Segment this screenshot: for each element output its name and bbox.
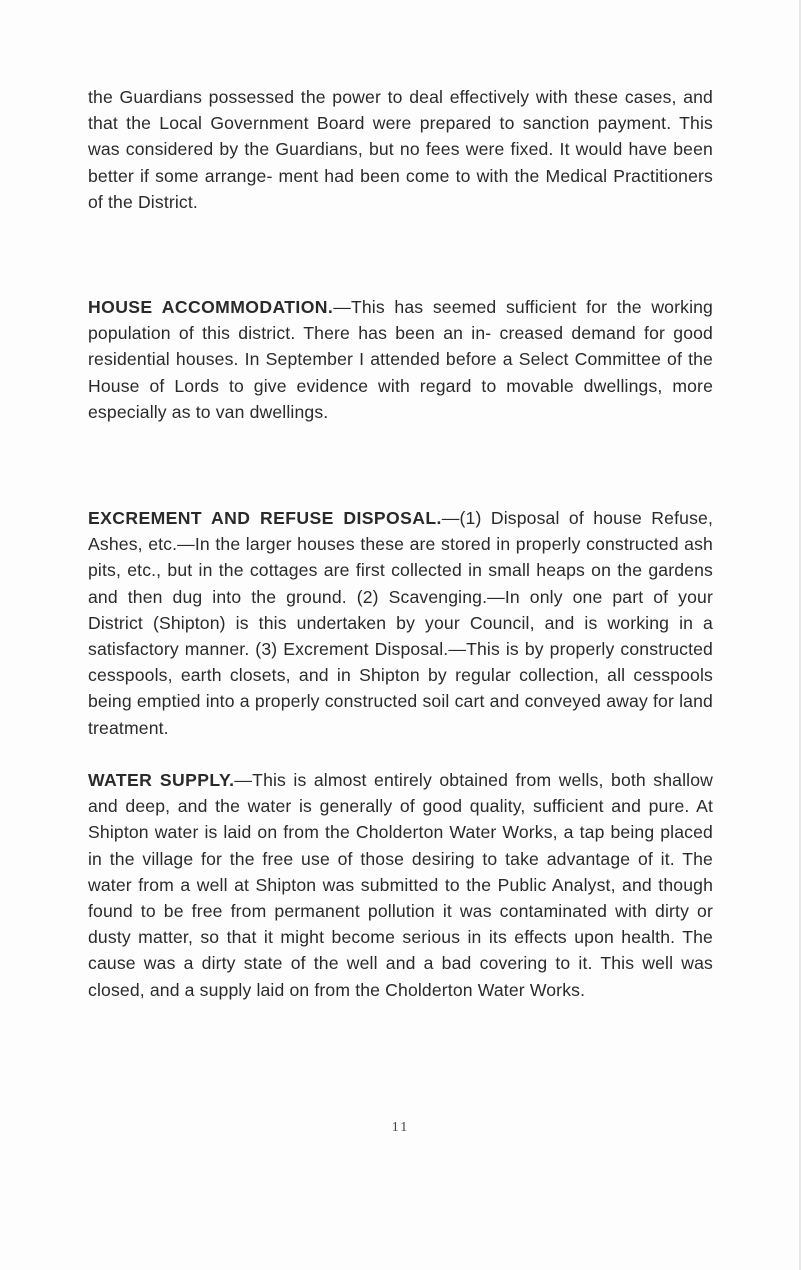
section-heading-water-supply: WATER SUPPLY. — [88, 770, 235, 790]
paragraph-house-accommodation — [88, 294, 713, 425]
paragraph-water-supply — [88, 767, 713, 1003]
paragraph-text: the Guardians possessed the power to deal effectively with these cases, and that the Local Government Board were prepared to sanction payment. This was considered by the Guardians, but no fees were fixed. It would have been better if some arrange- ment had been come to with the Medical Practitioners of the District. — [88, 87, 713, 212]
paragraph-text: —This has seemed sufficient for the working population of this district. There has been an in- creased demand for good residential houses. In September I attended before a Select Committee of the House of Lords to give evidence with regard to movable dwellings, more especially as to van dwellings. — [88, 297, 713, 422]
section-heading-excrement-refuse-disposal: EXCREMENT AND REFUSE DISPOSAL. — [88, 508, 442, 528]
paragraph-text: —This is almost entirely obtained from wells, both shallow and deep, and the water is generally of good quality, sufficient and pure. At Shipton water is laid on from the Cholderton Water Works, a tap being placed in the village for the free use of those desiring to take advantage of it. The water from a well at Shipton was submitted to the Public Analyst, and though found to be free from permanent pollution it was contaminated with dirty or dusty matter, so that it might become serious in its effects upon health. The cause was a dirty state of the well and a bad covering to it. This well was closed, and a supply laid on from the Cholderton Water Works. — [88, 770, 713, 1000]
paragraph-guardians-fees — [88, 84, 713, 215]
paragraph-text: —(1) Disposal of house Refuse, Ashes, etc.—In the larger houses these are stored in properly constructed ash pits, etc., but in the cottages are first collected in small heaps on the gardens and then dug into the ground. (2) Scavenging.—In only one part of your District (Shipton) is this undertaken by your Council, and is working in a satisfactory manner. (3) Excrement Disposal.—This is by properly constructed cesspools, earth closets, and in Shipton by regular collection, all cesspools being emptied into a properly constructed soil cart and conveyed away for land treatment. — [88, 508, 713, 738]
paragraph-excrement-refuse-disposal — [88, 505, 713, 741]
page-number: 11 — [391, 1120, 410, 1135]
section-heading-house-accommodation: HOUSE ACCOMMODATION. — [88, 297, 334, 317]
